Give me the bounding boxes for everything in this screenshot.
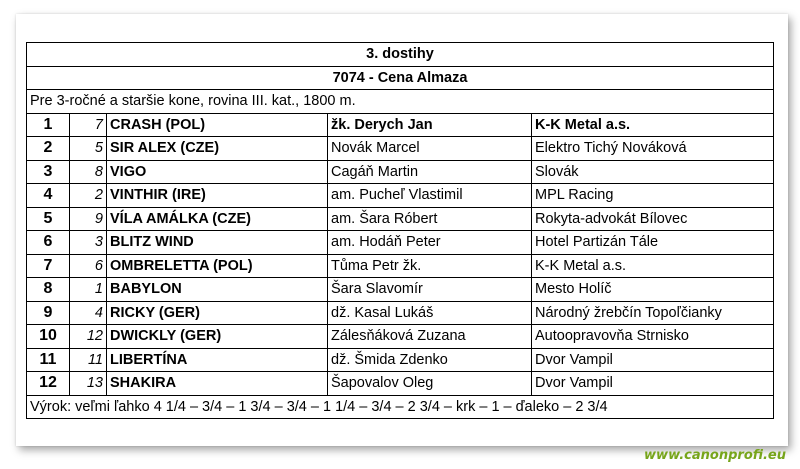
jockey-name: Zálesňáková Zuzana [328, 325, 532, 349]
jockey-name: dž. Šmida Zdenko [328, 348, 532, 372]
horse-name: VIGO [107, 160, 328, 184]
table-row [27, 160, 774, 184]
start-number: 4 [70, 301, 107, 325]
finish-position: 9 [27, 301, 70, 325]
owner-name: Autoopravovňa Strnisko [532, 325, 774, 349]
horse-name: VÍLA AMÁLKA (CZE) [107, 207, 328, 231]
owner-name: Rokyta-advokát Bílovec [532, 207, 774, 231]
start-number: 13 [70, 372, 107, 396]
owner-name: Mesto Holíč [532, 278, 774, 302]
jockey-name: am. Hodáň Peter [328, 231, 532, 255]
finish-position: 3 [27, 160, 70, 184]
start-number: 5 [70, 137, 107, 161]
start-number: 11 [70, 348, 107, 372]
horse-name: LIBERTÍNA [107, 348, 328, 372]
start-number: 12 [70, 325, 107, 349]
race-conditions: Pre 3-ročné a staršie kone, rovina III. kat., 1800 m. [27, 90, 774, 114]
owner-name: MPL Racing [532, 184, 774, 208]
owner-name: Národný žrebčín Topoľčianky [532, 301, 774, 325]
owner-name: K-K Metal a.s. [532, 254, 774, 278]
horse-name: SIR ALEX (CZE) [107, 137, 328, 161]
finish-position: 5 [27, 207, 70, 231]
table-row [27, 325, 774, 349]
table-row [27, 207, 774, 231]
finish-position: 8 [27, 278, 70, 302]
table-row [27, 254, 774, 278]
start-number: 6 [70, 254, 107, 278]
jockey-name: Novák Marcel [328, 137, 532, 161]
horse-name: SHAKIRA [107, 372, 328, 396]
finish-position: 11 [27, 348, 70, 372]
jockey-name: Tůma Petr žk. [328, 254, 532, 278]
horse-name: BLITZ WIND [107, 231, 328, 255]
horse-name: BABYLON [107, 278, 328, 302]
jockey-name: žk. Derych Jan [328, 113, 532, 137]
finish-position: 12 [27, 372, 70, 396]
start-number: 2 [70, 184, 107, 208]
start-number: 3 [70, 231, 107, 255]
horse-name: DWICKLY (GER) [107, 325, 328, 349]
race-title-row [27, 43, 774, 67]
race-title: 3. dostihy [27, 43, 774, 67]
results-table [26, 42, 774, 419]
jockey-name: am. Pucheľ Vlastimil [328, 184, 532, 208]
watermark: www.canonprofi.eu [644, 448, 786, 463]
table-row [27, 278, 774, 302]
start-number: 8 [70, 160, 107, 184]
horse-name: VINTHIR (IRE) [107, 184, 328, 208]
race-name: 7074 - Cena Almaza [27, 66, 774, 90]
table-row [27, 184, 774, 208]
verdict-row [27, 395, 774, 419]
finish-position: 4 [27, 184, 70, 208]
owner-name: Slovák [532, 160, 774, 184]
owner-name: Hotel Partizán Tále [532, 231, 774, 255]
race-conditions-row [27, 90, 774, 114]
owner-name: Elektro Tichý Nováková [532, 137, 774, 161]
table-row [27, 231, 774, 255]
table-row [27, 372, 774, 396]
race-name-row [27, 66, 774, 90]
finish-position: 2 [27, 137, 70, 161]
jockey-name: Cagáň Martin [328, 160, 532, 184]
finish-position: 6 [27, 231, 70, 255]
start-number: 9 [70, 207, 107, 231]
owner-name: Dvor Vampil [532, 348, 774, 372]
finish-position: 7 [27, 254, 70, 278]
start-number: 7 [70, 113, 107, 137]
table-row [27, 348, 774, 372]
jockey-name: Šara Slavomír [328, 278, 532, 302]
jockey-name: Šapovalov Oleg [328, 372, 532, 396]
owner-name: Dvor Vampil [532, 372, 774, 396]
horse-name: OMBRELETTA (POL) [107, 254, 328, 278]
horse-name: RICKY (GER) [107, 301, 328, 325]
table-row [27, 137, 774, 161]
finish-position: 1 [27, 113, 70, 137]
table-row [27, 301, 774, 325]
jockey-name: am. Šara Róbert [328, 207, 532, 231]
start-number: 1 [70, 278, 107, 302]
finish-position: 10 [27, 325, 70, 349]
race-verdict: Výrok: veľmi ľahko 4 1/4 – 3/4 – 1 3/4 – 3/4 – 1 1/4 – 3/4 – 2 3/4 – krk – 1 – ďaleko – 2 3/4 [27, 395, 774, 419]
horse-name: CRASH (POL) [107, 113, 328, 137]
owner-name: K-K Metal a.s. [532, 113, 774, 137]
jockey-name: dž. Kasal Lukáš [328, 301, 532, 325]
table-row [27, 113, 774, 137]
